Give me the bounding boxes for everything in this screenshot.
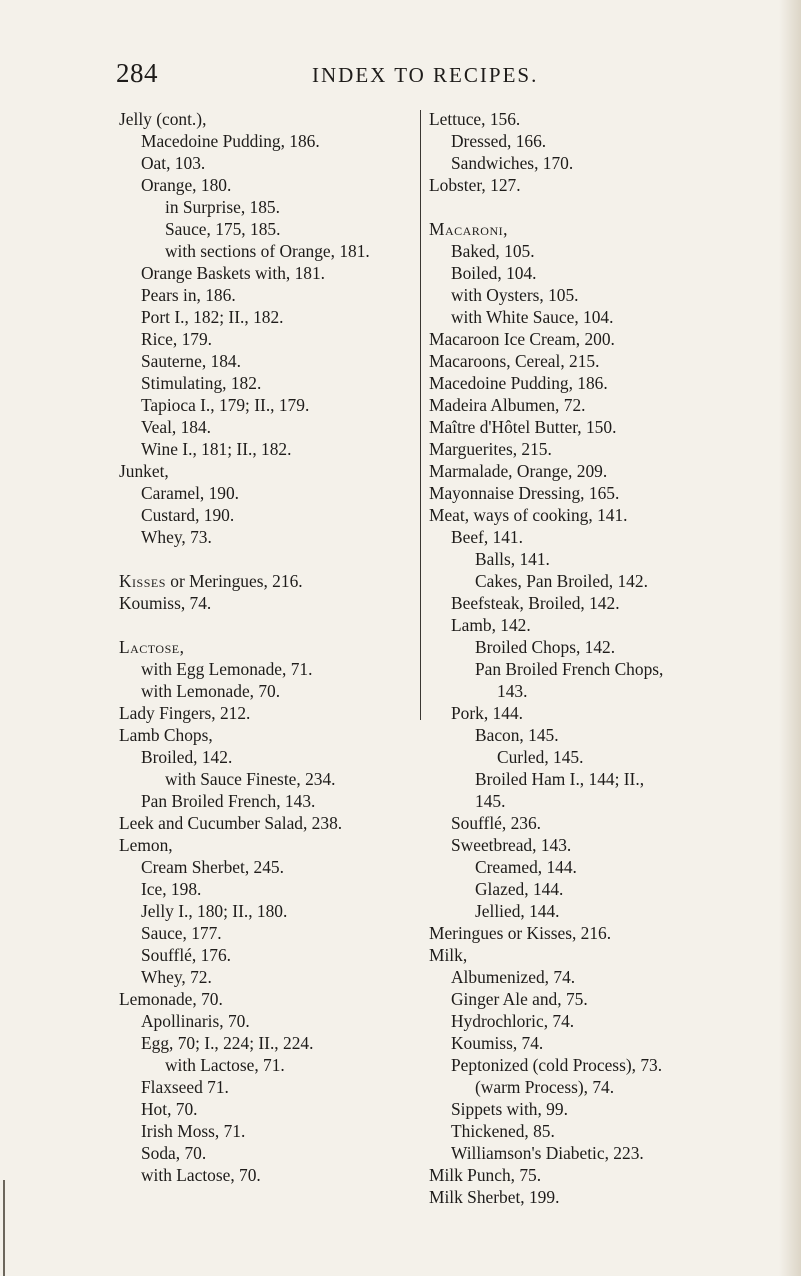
index-subentry: Baked, 105.	[451, 241, 535, 261]
index-subentry: Koumiss, 74.	[451, 1033, 544, 1053]
index-subentry: Broiled, 142.	[141, 747, 233, 767]
index-subentry: Beefsteak, Broiled, 142.	[451, 593, 620, 613]
index-subentry: Hydrochloric, 74.	[451, 1011, 575, 1031]
index-entry: Meringues or Kisses, 216.	[429, 923, 612, 943]
page-binding-edge	[3, 1180, 5, 1276]
index-entry: Lamb Chops,	[119, 725, 213, 745]
index-subentry: Flaxseed 71.	[141, 1077, 229, 1097]
index-subentry: Pan Broiled French Chops,	[475, 659, 664, 679]
index-subentry: Pan Broiled French, 143.	[141, 791, 316, 811]
page-edge-shadow	[779, 0, 801, 1276]
index-entry: Kisses or Meringues, 216.	[119, 571, 303, 591]
index-subentry: Hot, 70.	[141, 1099, 198, 1119]
index-subentry: Jellied, 144.	[475, 901, 560, 921]
index-subentry: with Lemonade, 70.	[141, 681, 281, 701]
index-subentry: Oat, 103.	[141, 153, 206, 173]
index-entry: Lettuce, 156.	[429, 109, 521, 129]
index-subentry: Tapioca I., 179; II., 179.	[141, 395, 310, 415]
index-subentry: (warm Process), 74.	[475, 1077, 615, 1097]
index-subentry: Lamb, 142.	[451, 615, 531, 635]
index-subentry: Ginger Ale and, 75.	[451, 989, 588, 1009]
index-subentry: in Surprise, 185.	[165, 197, 280, 217]
index-subentry: with Oysters, 105.	[451, 285, 579, 305]
index-entry: Macedoine Pudding, 186.	[429, 373, 608, 393]
index-subentry: Sweetbread, 143.	[451, 835, 572, 855]
index-subentry: Veal, 184.	[141, 417, 212, 437]
index-entry: Lemonade, 70.	[119, 989, 223, 1009]
index-entry: Lobster, 127.	[429, 175, 521, 195]
index-entry: Marguerites, 215.	[429, 439, 552, 459]
index-subentry: Stimulating, 182.	[141, 373, 262, 393]
index-entry: Macaroon Ice Cream, 200.	[429, 329, 615, 349]
index-subentry: Balls, 141.	[475, 549, 550, 569]
index-entry: Leek and Cucumber Salad, 238.	[119, 813, 343, 833]
index-subentry: Sandwiches, 170.	[451, 153, 574, 173]
index-subentry: Beef, 141.	[451, 527, 523, 547]
index-subentry: with Lactose, 70.	[141, 1165, 261, 1185]
index-subentry: Soufflé, 176.	[141, 945, 232, 965]
index-subentry: Port I., 182; II., 182.	[141, 307, 284, 327]
index-subentry: Sippets with, 99.	[451, 1099, 568, 1119]
running-head: INDEX TO RECIPES.	[312, 63, 539, 87]
index-subentry: Curled, 145.	[497, 747, 584, 767]
index-subentry: Dressed, 166.	[451, 131, 547, 151]
index-subentry: Caramel, 190.	[141, 483, 240, 503]
index-subentry: Wine I., 181; II., 182.	[141, 439, 292, 459]
index-entry: Jelly (cont.),	[119, 109, 207, 129]
index-spacer	[119, 548, 419, 570]
index-subentry: Bacon, 145.	[475, 725, 559, 745]
index-subentry: Egg, 70; I., 224; II., 224.	[141, 1033, 314, 1053]
index-subentry: with Sauce Fineste, 234.	[165, 769, 336, 789]
index-subentry: Orange, 180.	[141, 175, 232, 195]
page-header	[0, 58, 801, 94]
index-entry: Macaroni,	[429, 219, 508, 239]
index-subentry: Thickened, 85.	[451, 1121, 555, 1141]
index-subentry: Apollinaris, 70.	[141, 1011, 250, 1031]
index-subentry: Peptonized (cold Process), 73.	[451, 1055, 663, 1075]
index-entry: Macaroons, Cereal, 215.	[429, 351, 600, 371]
index-entry: Milk Sherbet, 199.	[429, 1187, 560, 1207]
index-subentry: Pork, 144.	[451, 703, 523, 723]
page-number: 284	[116, 58, 158, 88]
index-subentry: with Egg Lemonade, 71.	[141, 659, 313, 679]
index-column-left	[119, 108, 419, 1186]
index-spacer	[429, 196, 769, 218]
index-subentry: Soda, 70.	[141, 1143, 207, 1163]
index-entry: Marmalade, Orange, 209.	[429, 461, 608, 481]
index-subentry: Broiled Chops, 142.	[475, 637, 616, 657]
index-column-right	[429, 108, 769, 1208]
index-entry: Maître d'Hôtel Butter, 150.	[429, 417, 617, 437]
index-entry: Lactose,	[119, 637, 185, 657]
index-subentry: Albumenized, 74.	[451, 967, 576, 987]
index-subentry: Pears in, 186.	[141, 285, 236, 305]
index-subentry: Cream Sherbet, 245.	[141, 857, 284, 877]
index-subentry: Whey, 73.	[141, 527, 212, 547]
index-subentry: Glazed, 144.	[475, 879, 564, 899]
index-subentry: 145.	[475, 791, 506, 811]
index-spacer	[119, 614, 419, 636]
index-entry: Milk,	[429, 945, 468, 965]
index-subentry: Boiled, 104.	[451, 263, 537, 283]
index-entry: Milk Punch, 75.	[429, 1165, 542, 1185]
column-divider	[420, 110, 421, 720]
index-subentry: Creamed, 144.	[475, 857, 577, 877]
index-subentry: with sections of Orange, 181.	[165, 241, 370, 261]
index-subentry: Irish Moss, 71.	[141, 1121, 246, 1141]
index-subentry: Sauce, 175, 185.	[165, 219, 281, 239]
index-entry: Junket,	[119, 461, 169, 481]
index-subentry: Jelly I., 180; II., 180.	[141, 901, 288, 921]
index-subentry: Soufflé, 236.	[451, 813, 542, 833]
index-entry: Madeira Albumen, 72.	[429, 395, 586, 415]
index-entry: Lady Fingers, 212.	[119, 703, 251, 723]
index-subentry: Cakes, Pan Broiled, 142.	[475, 571, 648, 591]
index-entry: Mayonnaise Dressing, 165.	[429, 483, 620, 503]
index-subentry: Macedoine Pudding, 186.	[141, 131, 320, 151]
index-subentry: with White Sauce, 104.	[451, 307, 614, 327]
index-subentry: Orange Baskets with, 181.	[141, 263, 326, 283]
index-entry: Koumiss, 74.	[119, 593, 212, 613]
index-subentry: Rice, 179.	[141, 329, 212, 349]
index-subentry: Sauterne, 184.	[141, 351, 241, 371]
index-entry: Lemon,	[119, 835, 173, 855]
index-subentry: Custard, 190.	[141, 505, 235, 525]
index-subentry: Williamson's Diabetic, 223.	[451, 1143, 644, 1163]
index-subentry: Broiled Ham I., 144; II.,	[475, 769, 645, 789]
index-subentry: with Lactose, 71.	[165, 1055, 285, 1075]
index-subentry: Sauce, 177.	[141, 923, 222, 943]
index-entry: Meat, ways of cooking, 141.	[429, 505, 628, 525]
index-subentry: 143.	[497, 681, 528, 701]
index-subentry: Ice, 198.	[141, 879, 202, 899]
index-subentry: Whey, 72.	[141, 967, 212, 987]
